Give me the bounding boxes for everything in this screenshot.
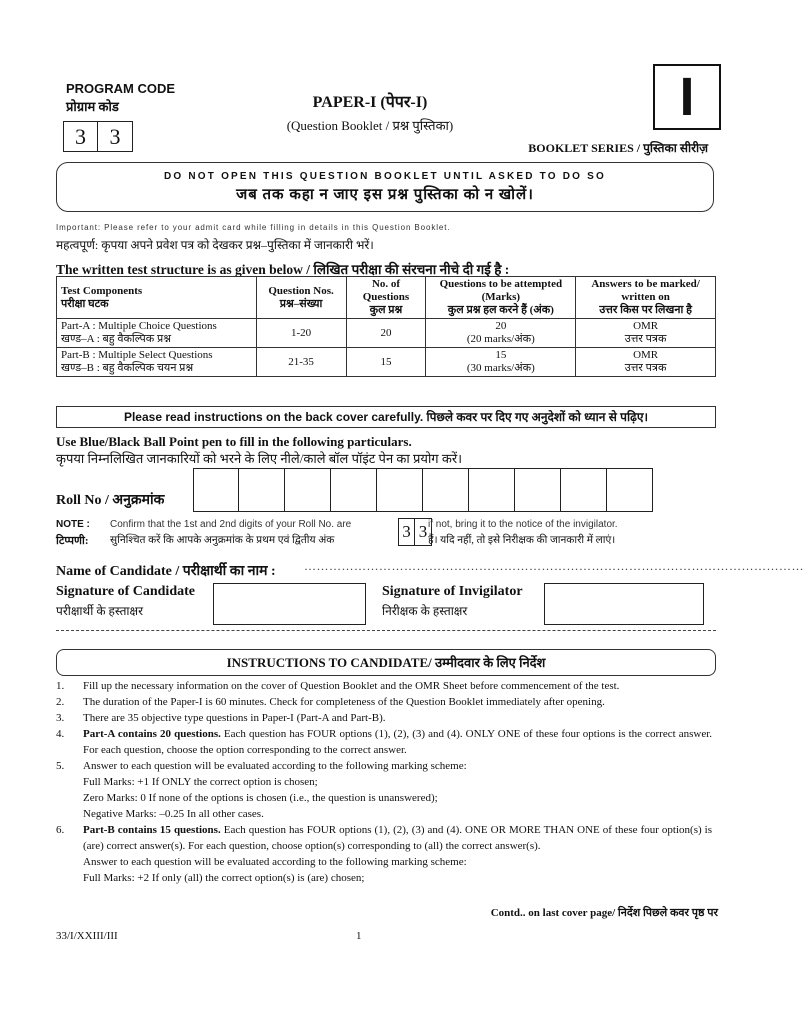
marking-scheme-line: Negative Marks: –0.25 In all other cases.: [83, 808, 264, 820]
candidate-name-label: Name of Candidate / परीक्षार्थी का नाम :: [56, 564, 276, 579]
list-item: 6. Part-B contains 15 questions. Each question has FOUR options (1), (2), (3) and (4). ONE OR MORE THAN ONE of these four option(s) is (are) correct answer(s). For each question, choose option(s) corresponding to (all) the correct answer(s).: [56, 824, 712, 852]
roll-number-digit-box[interactable]: [285, 468, 331, 512]
instructions-heading: INSTRUCTIONS TO CANDIDATE/ उम्मीदवार के लिए निर्देश: [56, 649, 716, 676]
booklet-code: 33/I/XXIII/III: [56, 930, 118, 942]
booklet-series-label: BOOKLET SERIES / पुस्तिका सीरीज़: [528, 141, 708, 155]
table-cell: OMR उत्तर पत्रक: [576, 319, 716, 348]
table-cell: 20 (20 marks/अंक): [426, 319, 576, 348]
paper-subtitle: (Question Booklet / प्रश्न पुस्तिका): [286, 118, 454, 133]
invigilator-signature-label-hindi: निरीक्षक के हस्ताक्षर: [382, 604, 468, 618]
column-header: Test Components परीक्षा घटक: [57, 277, 257, 319]
program-code-digit: 3: [98, 121, 133, 152]
roll-number-digit-box[interactable]: [193, 468, 239, 512]
pen-instruction-hi: कृपया निम्नलिखित जानकारियों को भरने के लिए नीले/काले बॉल पॉइंट पेन का प्रयोग करें।: [56, 451, 463, 466]
table-header-row: [57, 277, 716, 319]
table-cell: 15 (30 marks/अंक): [426, 348, 576, 377]
roll-number-digit-box[interactable]: [331, 468, 377, 512]
candidate-signature-box[interactable]: [213, 583, 366, 625]
important-note-en: Important: Please refer to your admit card while filling in details in this Question Booklet.: [56, 223, 451, 232]
marking-scheme-line: Full Marks: +2 If only (all) the correct option(s) is (are) chosen;: [83, 872, 365, 884]
candidate-name-field[interactable]: …………………………………………………………………………………………………………: [304, 559, 804, 573]
instructions-list: [56, 678, 712, 886]
list-item: 2. The duration of the Paper-I is 60 minutes. Check for completeness of the Question Booklet immediately after opening.: [56, 696, 605, 708]
page-number: 1: [356, 930, 362, 942]
roll-number-digit-box[interactable]: [239, 468, 285, 512]
column-header: Questions to be attempted (Marks) कुल प्रश्न हल करने हैं (अंक): [426, 277, 576, 319]
roll-prefix-digits: [398, 518, 432, 546]
note-text-en-after: if not, bring it to the notice of the invigilator.: [428, 519, 618, 530]
table-cell: OMR उत्तर पत्रक: [576, 348, 716, 377]
note-text-hi: सुनिश्चित करें कि आपके अनुक्रमांक के प्रथम एवं द्वितीय अंक: [110, 535, 335, 546]
list-item: 3. There are 35 objective type questions in Paper-I (Part-A and Part-B).: [56, 712, 386, 724]
test-structure-table: [56, 276, 716, 377]
read-back-cover-notice: Please read instructions on the back cover carefully. पिछले कवर पर दिए गए अनुदेशों को ध्यान से पढ़िए।: [56, 406, 716, 428]
roll-prefix-digit: 3: [398, 518, 415, 546]
candidate-signature-label-hindi: परीक्षार्थी के हस्ताक्षर: [56, 604, 144, 618]
roll-number-digit-box[interactable]: [469, 468, 515, 512]
continued-note: Contd.. on last cover page/ निर्देश पिछले कवर पृष्ठ पर: [490, 907, 718, 919]
invigilator-signature-label: Signature of Invigilator: [382, 584, 523, 599]
table-cell: 20: [346, 319, 426, 348]
important-note-hi: महत्वपूर्ण: कृपया अपने प्रवेश पत्र को देखकर प्रश्न–पुस्तिका में जानकारी भरें।: [56, 238, 374, 252]
candidate-signature-label: Signature of Candidate: [56, 584, 195, 599]
table-cell: 15: [346, 348, 426, 377]
note-text-en: Confirm that the 1st and 2nd digits of your Roll No. are: [110, 519, 352, 530]
note-label-hindi: टिप्पणी:: [56, 535, 89, 547]
roll-number-boxes[interactable]: [193, 468, 653, 512]
note-label: NOTE :: [56, 519, 90, 530]
list-item: 4. Part-A contains 20 questions. Each question has FOUR options (1), (2), (3) and (4). ONLY ONE of these four options is the correct answer. For each question, choose the option corresponding to the correct answer.: [56, 728, 713, 756]
roll-number-digit-box[interactable]: [515, 468, 561, 512]
column-header: No. of Questions कुल प्रश्न: [346, 277, 426, 319]
table-cell: 21-35: [256, 348, 346, 377]
roll-number-digit-box[interactable]: [561, 468, 607, 512]
table-cell: Part-B : Multiple Select Questions खण्ड–B : बहु वैकल्पिक चयन प्रश्न: [57, 348, 257, 377]
marking-scheme-line: Zero Marks: 0 If none of the options is chosen (i.e., the question is unanswered);: [83, 792, 438, 804]
note-text-hi-after: हैं। यदि नहीं, तो इसे निरीक्षक की जानकारी में लाएं।: [428, 535, 616, 546]
roll-number-label: Roll No / अनुक्रमांक: [56, 493, 165, 508]
invigilator-signature-box[interactable]: [544, 583, 704, 625]
table-cell: Part-A : Multiple Choice Questions खण्ड–A : बहु वैकल्पिक प्रश्न: [57, 319, 257, 348]
column-header: Question Nos. प्रश्न–संख्या: [256, 277, 346, 319]
program-code-label-hindi: प्रोग्राम कोड: [66, 99, 119, 114]
list-item: 5. Answer to each question will be evaluated according to the following marking scheme:: [56, 760, 467, 772]
column-header: Answers to be marked/ written on उत्तर किस पर लिखना है: [576, 277, 716, 319]
table-row: [57, 348, 716, 377]
structure-heading: The written test structure is as given below / लिखित परीक्षा की संरचना नीचे दी गई है :: [56, 262, 510, 277]
marking-scheme-line: Answer to each question will be evaluated according to the following marking scheme:: [83, 856, 467, 868]
marking-scheme-line: Full Marks: +1 If ONLY the correct option is chosen;: [83, 776, 318, 788]
list-item: 1. Fill up the necessary information on the cover of Question Booklet and the OMR Sheet before commencement of the test.: [56, 680, 620, 692]
roll-prefix-digit: 3: [415, 518, 432, 546]
table-row: [57, 319, 716, 348]
roll-number-digit-box[interactable]: [607, 468, 653, 512]
program-code-digit: 3: [63, 121, 98, 152]
warning-text-hi: जब तक कहा न जाए इस प्रश्न पुस्तिका को न खोलें।: [236, 187, 534, 203]
roll-number-digit-box[interactable]: [423, 468, 469, 512]
pen-instruction-en: Use Blue/Black Ball Point pen to fill in the following particulars.: [56, 434, 412, 449]
program-code-boxes: [63, 121, 133, 152]
warning-text-en: DO NOT OPEN THIS QUESTION BOOKLET UNTIL ASKED TO DO SO: [164, 171, 606, 182]
table-cell: 1-20: [256, 319, 346, 348]
paper-title: PAPER-I (पेपर-I): [312, 94, 428, 111]
program-code-label: PROGRAM CODE: [66, 81, 176, 96]
roll-number-digit-box[interactable]: [377, 468, 423, 512]
do-not-open-warning: [56, 162, 714, 212]
dashed-divider: [56, 630, 716, 631]
booklet-series-box: I: [653, 64, 721, 130]
